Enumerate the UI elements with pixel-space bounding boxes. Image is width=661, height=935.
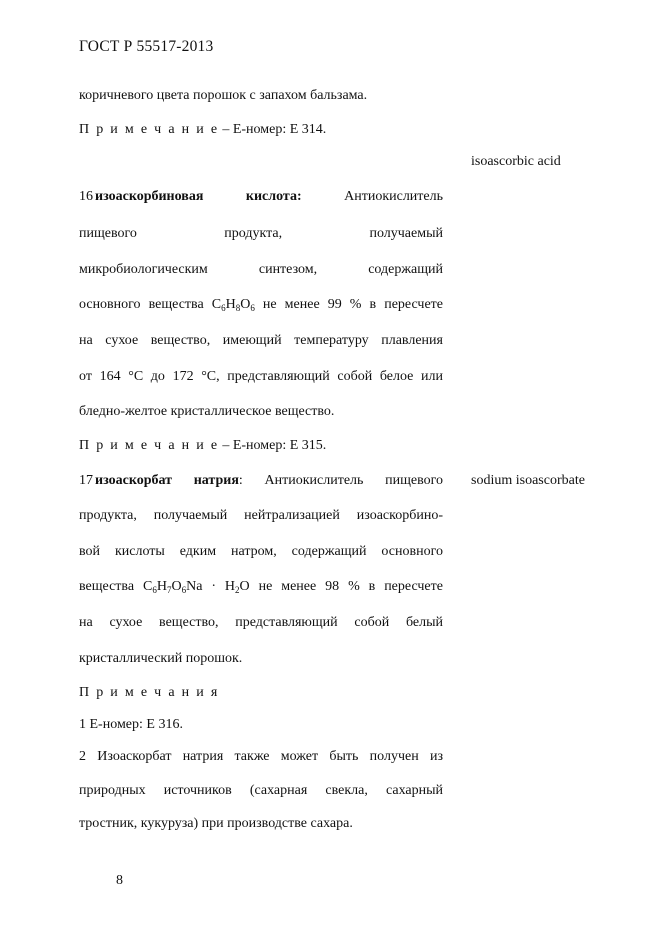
formula-o: O <box>171 579 182 594</box>
term-16-line-4 <box>79 296 443 314</box>
chemical-formula <box>143 579 250 594</box>
term-16-line-6: от 164 °С до 172 °С, представляющий собой белое или <box>79 369 443 384</box>
formula-h: H <box>225 297 236 312</box>
english-term-17: sodium isoascorbate <box>471 473 585 488</box>
document-header: ГОСТ Р 55517-2013 <box>79 38 214 55</box>
formula-c: C <box>211 297 222 312</box>
formula-o: O <box>240 297 251 312</box>
note-label: П р и м е ч а н и е <box>79 122 219 137</box>
term-number: 16 <box>79 189 93 204</box>
term-16-line-3: микробиологическим синтезом, содержащий <box>79 262 443 277</box>
formula-subscript: 6 <box>250 303 255 313</box>
term-number: 17 <box>79 473 93 488</box>
note <box>79 121 443 139</box>
note <box>79 437 443 455</box>
formula-c: C <box>142 579 153 594</box>
term-16-line-1 <box>79 188 443 206</box>
note-2-line-2: природных источников (сахарная свекла, сахарный <box>79 783 443 798</box>
formula-na-h: Na · H <box>186 579 236 594</box>
body-text-line: коричневого цвета порошок с запахом бальзама. <box>79 88 368 103</box>
formula-o: O <box>239 579 250 594</box>
formula-subscript: 2 <box>235 585 240 595</box>
text: не менее 99 % в пересчете <box>254 297 444 312</box>
note-1: 1 E-номер: E 316. <box>79 717 183 732</box>
text: не менее 98 % в пересчете <box>249 579 443 594</box>
term-17-line-2: продукта, получаемый нейтрализацией изоаскорбино- <box>79 508 443 523</box>
term-definition: Антиокислитель <box>301 189 444 204</box>
formula-subscript: 6 <box>152 585 157 595</box>
note-2-line-3: тростник, кукуруза) при производстве сахара. <box>79 816 353 831</box>
formula-subscript: 7 <box>166 585 172 595</box>
formula-subscript: 6 <box>221 303 226 313</box>
formula-subscript: 8 <box>235 303 241 313</box>
note-2-line-1: 2 Изоаскорбат натрия также может быть получен из <box>79 749 443 764</box>
term-17-line-1 <box>79 472 443 490</box>
note-label: П р и м е ч а н и е <box>79 438 219 453</box>
notes-label: П р и м е ч а н и я <box>79 685 220 700</box>
page-number: 8 <box>116 873 123 888</box>
chemical-formula <box>212 297 255 312</box>
note-text: – E-номер: E 314. <box>218 122 327 137</box>
term-title: изоаскорбат натрия <box>95 473 239 488</box>
text: вещества <box>79 579 143 594</box>
term-16-line-7: бледно-желтое кристаллическое вещество. <box>79 404 335 419</box>
formula-subscript: 6 <box>181 585 187 595</box>
term-title: изоаскорбиновая кислота: <box>95 189 302 204</box>
note-text: – E-номер: E 315. <box>218 438 327 453</box>
term-16-line-5: на сухое вещество, имеющий температуру плавления <box>79 333 443 348</box>
term-definition: : Антиокислитель пищевого <box>238 473 444 488</box>
text: основного вещества <box>79 297 212 312</box>
term-17-line-3: вой кислоты едким натром, содержащий основного <box>79 544 443 559</box>
formula-h: H <box>156 579 167 594</box>
term-17-line-4 <box>79 578 443 596</box>
english-term-16: isoascorbic acid <box>471 154 561 169</box>
term-17-line-6: кристаллический порошок. <box>79 651 243 666</box>
term-16-line-2: пищевого продукта, получаемый <box>79 226 443 241</box>
term-17-line-5: на сухое вещество, представляющий собой белый <box>79 615 443 630</box>
